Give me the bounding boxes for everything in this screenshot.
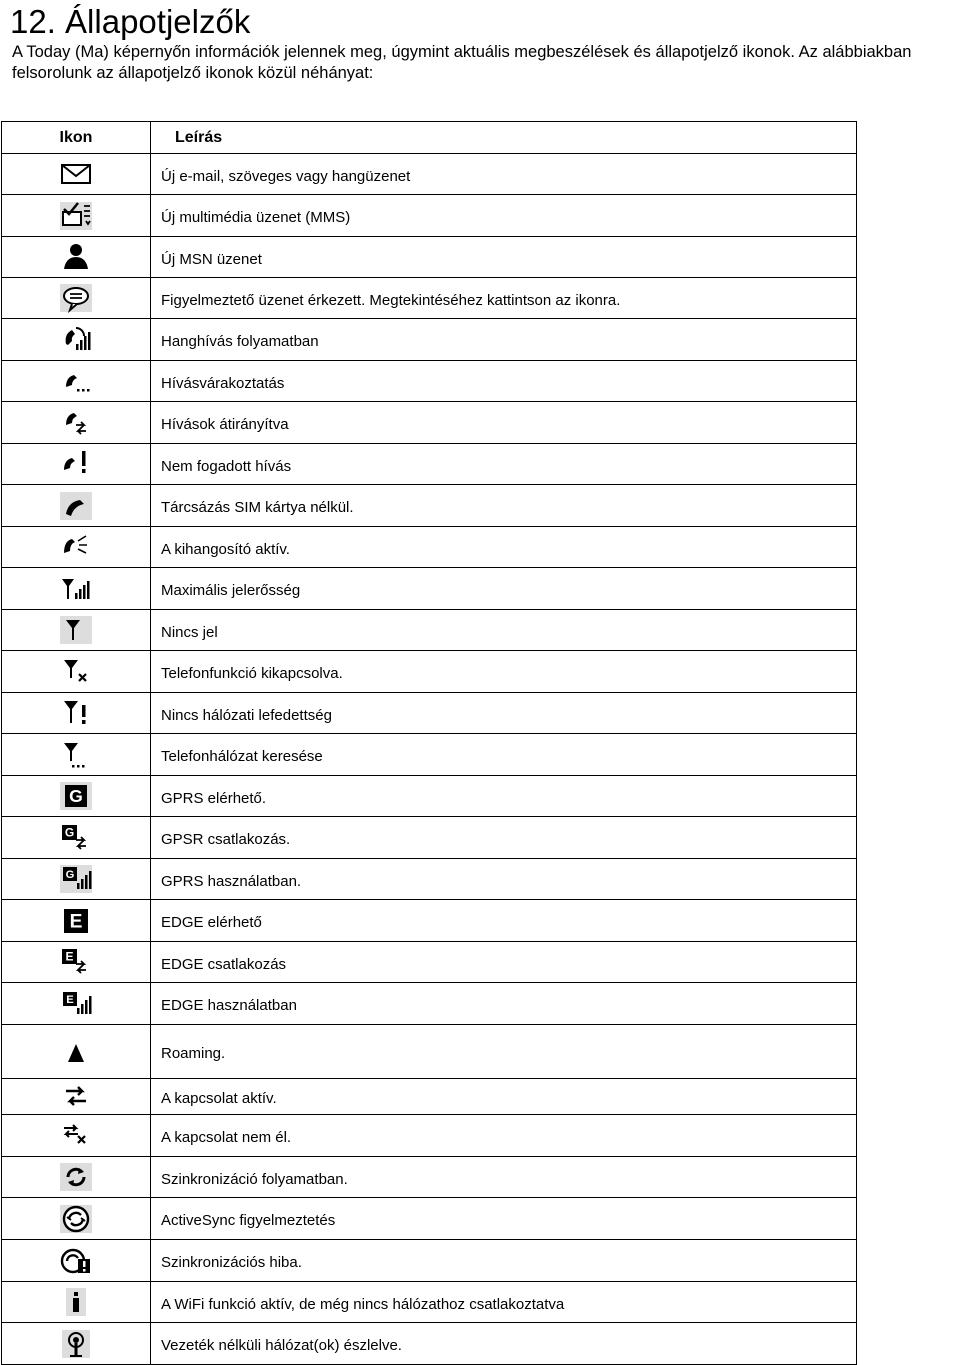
table-row	[2, 693, 857, 734]
icon-cell	[2, 444, 151, 485]
header-icon-column: Ikon	[2, 122, 151, 154]
edge-available-icon	[58, 905, 94, 937]
description-cell: Telefonfunkció kikapcsolva.	[151, 651, 857, 693]
description-cell: Hanghívás folyamatban	[151, 319, 857, 361]
wireless-detected-icon	[58, 1328, 94, 1360]
svg-text:G: G	[65, 868, 75, 881]
table-row	[2, 734, 857, 776]
icon-cell	[2, 1115, 151, 1157]
icon-cell	[2, 734, 151, 776]
svg-text:G: G	[64, 825, 75, 840]
icon-cell	[2, 942, 151, 983]
envelope-icon	[58, 158, 94, 190]
table-row	[2, 278, 857, 319]
description-cell: GPRS elérhető.	[151, 776, 857, 817]
svg-text:E: E	[69, 911, 83, 933]
network-search-icon	[58, 739, 94, 771]
table-row	[2, 817, 857, 859]
table-row	[2, 402, 857, 444]
description-cell: GPRS használatban.	[151, 859, 857, 900]
table-row	[2, 651, 857, 693]
table-row	[2, 1282, 857, 1323]
icon-cell	[2, 278, 151, 319]
gprs-connecting-icon	[58, 822, 94, 854]
description-cell: Figyelmeztető üzenet érkezett. Megtekintéséhez kattintson az ikonra.	[151, 278, 857, 319]
description-cell: A WiFi funkció aktív, de még nincs hálózathoz csatlakoztatva	[151, 1282, 857, 1323]
call-in-progress-icon	[58, 324, 94, 356]
icon-cell	[2, 527, 151, 568]
description-cell: GPSR csatlakozás.	[151, 817, 857, 859]
icon-cell	[2, 1323, 151, 1365]
speakerphone-icon	[58, 531, 94, 563]
activesync-alert-icon	[58, 1203, 94, 1235]
icon-cell	[2, 1198, 151, 1240]
table-row	[2, 1323, 857, 1365]
icon-cell	[2, 485, 151, 527]
table-row	[2, 1025, 857, 1079]
description-cell: Szinkronizációs hiba.	[151, 1240, 857, 1282]
header-description-column: Leírás	[151, 122, 857, 154]
icon-cell	[2, 154, 151, 195]
table-row	[2, 237, 857, 278]
table-row	[2, 1198, 857, 1240]
table-row	[2, 900, 857, 942]
icon-cell	[2, 1240, 151, 1282]
icon-cell	[2, 237, 151, 278]
mms-icon	[58, 200, 94, 232]
description-cell: EDGE használatban	[151, 983, 857, 1025]
table-row	[2, 610, 857, 651]
table-row	[2, 776, 857, 817]
table-header-row	[2, 122, 857, 154]
table-row	[2, 195, 857, 237]
table-row	[2, 942, 857, 983]
description-cell: Nincs hálózati lefedettség	[151, 693, 857, 734]
intro-paragraph: A Today (Ma) képernyőn információk jelennek meg, úgymint aktuális megbeszélések és állapotjelző ikonok. Az alábbiakban felsorolunk az állapotjelző ikonok közül néhányat:	[12, 43, 912, 82]
description-cell: Hívásvárakoztatás	[151, 361, 857, 402]
speech-bubble-icon	[58, 282, 94, 314]
svg-text:E: E	[65, 949, 74, 964]
description-cell: Vezeték nélküli hálózat(ok) észlelve.	[151, 1323, 857, 1365]
description-cell: A kapcsolat nem él.	[151, 1115, 857, 1157]
table-row	[2, 444, 857, 485]
signal-max-icon	[58, 573, 94, 605]
icon-cell	[2, 195, 151, 237]
call-hold-icon	[58, 365, 94, 397]
phone-off-icon	[58, 656, 94, 688]
description-cell: Hívások átirányítva	[151, 402, 857, 444]
description-cell: EDGE elérhető	[151, 900, 857, 942]
table-row	[2, 1157, 857, 1198]
status-icon-table	[1, 121, 857, 1365]
icon-cell	[2, 319, 151, 361]
msn-person-icon	[58, 241, 94, 273]
gprs-in-use-icon	[58, 863, 94, 895]
page-title: 12. Állapotjelzők	[10, 3, 251, 40]
description-cell: Roaming.	[151, 1025, 857, 1079]
sync-error-icon	[58, 1245, 94, 1277]
table-row	[2, 485, 857, 527]
roaming-icon	[58, 1036, 94, 1068]
icon-cell	[2, 1079, 151, 1115]
edge-in-use-icon	[58, 988, 94, 1020]
icon-cell	[2, 817, 151, 859]
icon-cell	[2, 900, 151, 942]
description-cell: Telefonhálózat keresése	[151, 734, 857, 776]
icon-cell	[2, 610, 151, 651]
table-row	[2, 568, 857, 610]
icon-cell	[2, 1025, 151, 1079]
icon-cell	[2, 859, 151, 900]
description-cell: Nincs jel	[151, 610, 857, 651]
description-cell: Új e-mail, szöveges vagy hangüzenet	[151, 154, 857, 195]
table-row	[2, 1079, 857, 1115]
icon-cell	[2, 361, 151, 402]
gprs-available-icon	[58, 780, 94, 812]
edge-connecting-icon	[58, 946, 94, 978]
icon-cell	[2, 402, 151, 444]
description-cell: Új multimédia üzenet (MMS)	[151, 195, 857, 237]
description-cell: Tárcsázás SIM kártya nélkül.	[151, 485, 857, 527]
connection-active-icon	[58, 1081, 94, 1113]
icon-cell	[2, 651, 151, 693]
description-cell: EDGE csatlakozás	[151, 942, 857, 983]
svg-text:E: E	[66, 993, 74, 1006]
description-cell: A kihangosító aktív.	[151, 527, 857, 568]
connection-inactive-icon	[58, 1120, 94, 1152]
icon-cell	[2, 983, 151, 1025]
call-forward-icon	[58, 407, 94, 439]
sync-icon	[58, 1161, 94, 1193]
description-cell: Nem fogadott hívás	[151, 444, 857, 485]
table-row	[2, 527, 857, 568]
table-row	[2, 1115, 857, 1157]
icon-cell	[2, 568, 151, 610]
table-row	[2, 154, 857, 195]
table-row	[2, 319, 857, 361]
svg-text:G: G	[69, 786, 83, 807]
table-row	[2, 361, 857, 402]
description-cell: Új MSN üzenet	[151, 237, 857, 278]
icon-cell	[2, 776, 151, 817]
no-coverage-icon	[58, 697, 94, 729]
description-cell: Szinkronizáció folyamatban.	[151, 1157, 857, 1198]
dial-no-sim-icon	[58, 490, 94, 522]
description-cell: Maximális jelerősség	[151, 568, 857, 610]
icon-cell	[2, 1282, 151, 1323]
table-row	[2, 859, 857, 900]
description-cell: A kapcsolat aktív.	[151, 1079, 857, 1115]
icon-cell	[2, 693, 151, 734]
description-cell: ActiveSync figyelmeztetés	[151, 1198, 857, 1240]
table-row	[2, 983, 857, 1025]
table-row	[2, 1240, 857, 1282]
wifi-active-icon	[58, 1286, 94, 1318]
icon-cell	[2, 1157, 151, 1198]
missed-call-icon	[58, 448, 94, 480]
no-signal-icon	[58, 614, 94, 646]
